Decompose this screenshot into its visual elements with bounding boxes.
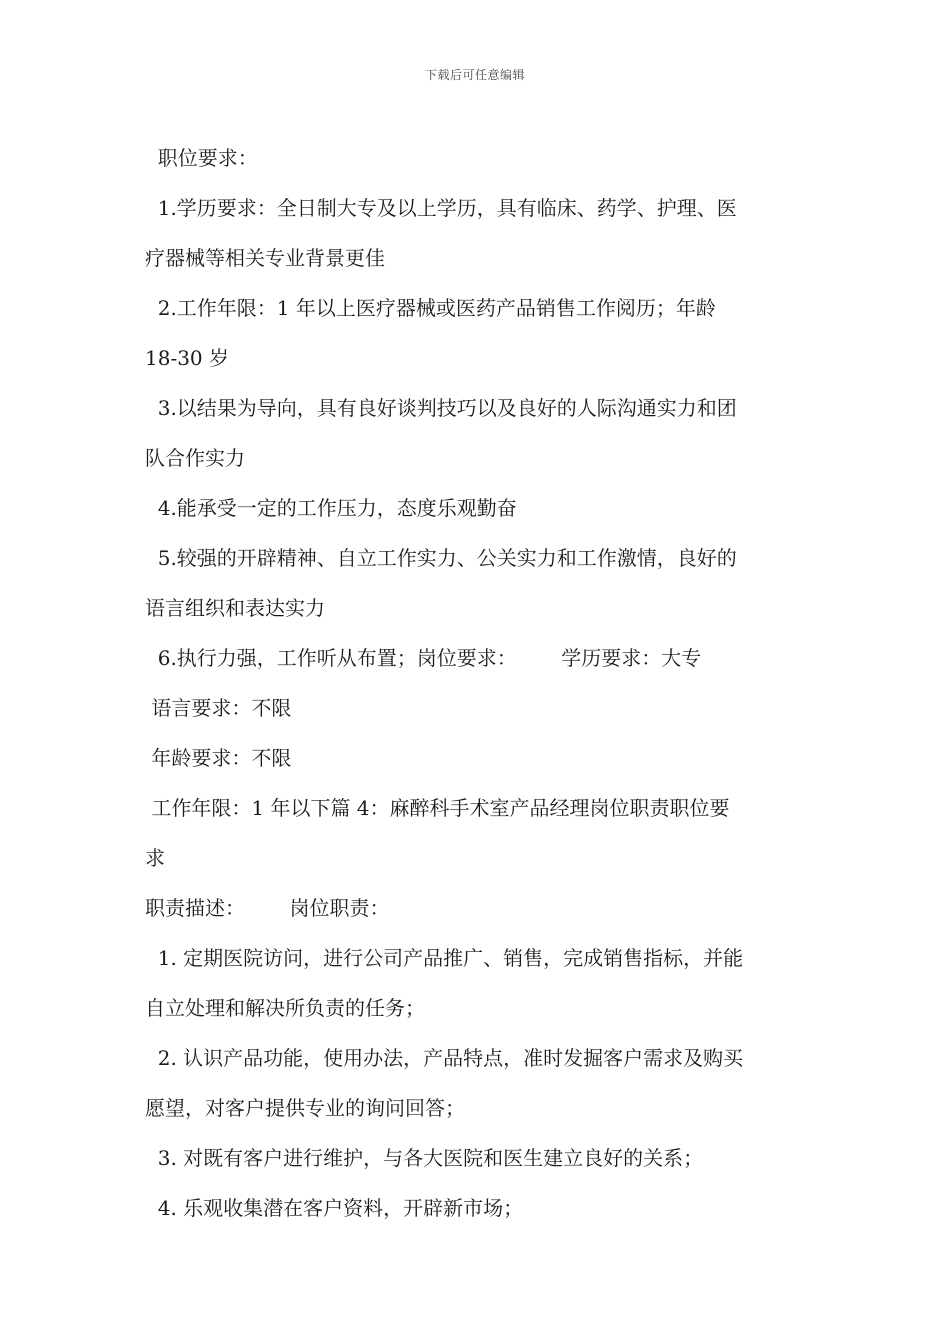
- text-line: 3.以结果为导向，具有良好谈判技巧以及良好的人际沟通实力和团: [145, 396, 737, 420]
- text-line: 愿望，对客户提供专业的询问回答；: [145, 1096, 465, 1120]
- text-line: 4. 乐观收集潜在客户资料，开辟新市场；: [145, 1196, 524, 1220]
- text-line: 1.学历要求：全日制大专及以上学历，具有临床、药学、护理、医: [145, 196, 737, 220]
- text-line: 18-30 岁: [145, 346, 230, 370]
- page-header: 下载后可任意编辑: [424, 68, 525, 82]
- text-line: 语言组织和表达实力: [145, 596, 325, 620]
- text-line: 5.较强的开辟精神、自立工作实力、公关实力和工作激情，良好的: [145, 546, 737, 570]
- text-line: 1. 定期医院访问，进行公司产品推广、销售，完成销售指标，并能: [145, 946, 744, 970]
- text-line: 4.能承受一定的工作压力，态度乐观勤奋: [145, 496, 517, 520]
- text-line: 工作年限：1 年以下篇 4：麻醉科手术室产品经理岗位职责职位要: [145, 796, 730, 820]
- text-line: 职责描述： 岗位职责：: [145, 896, 390, 920]
- text-line: 自立处理和解决所负责的任务；: [145, 996, 425, 1020]
- document-body: [145, 133, 810, 1233]
- text-line: 疗器械等相关专业背景更佳: [145, 246, 385, 270]
- text-line: 队合作实力: [145, 446, 245, 470]
- text-line: 语言要求：不限: [145, 696, 292, 720]
- text-line: 2.工作年限：1 年以上医疗器械或医药产品销售工作阅历；年龄: [145, 296, 716, 320]
- text-line: 2. 认识产品功能，使用办法，产品特点，准时发掘客户需求及购买: [145, 1046, 744, 1070]
- text-line: 求: [145, 846, 165, 870]
- text-line: 6.执行力强，工作听从布置；岗位要求： 学历要求：大专: [145, 646, 702, 670]
- section-title-line: 职位要求：: [145, 146, 258, 170]
- text-line: 3. 对既有客户进行维护，与各大医院和医生建立良好的关系；: [145, 1146, 704, 1170]
- text-line: 年龄要求：不限: [145, 746, 292, 770]
